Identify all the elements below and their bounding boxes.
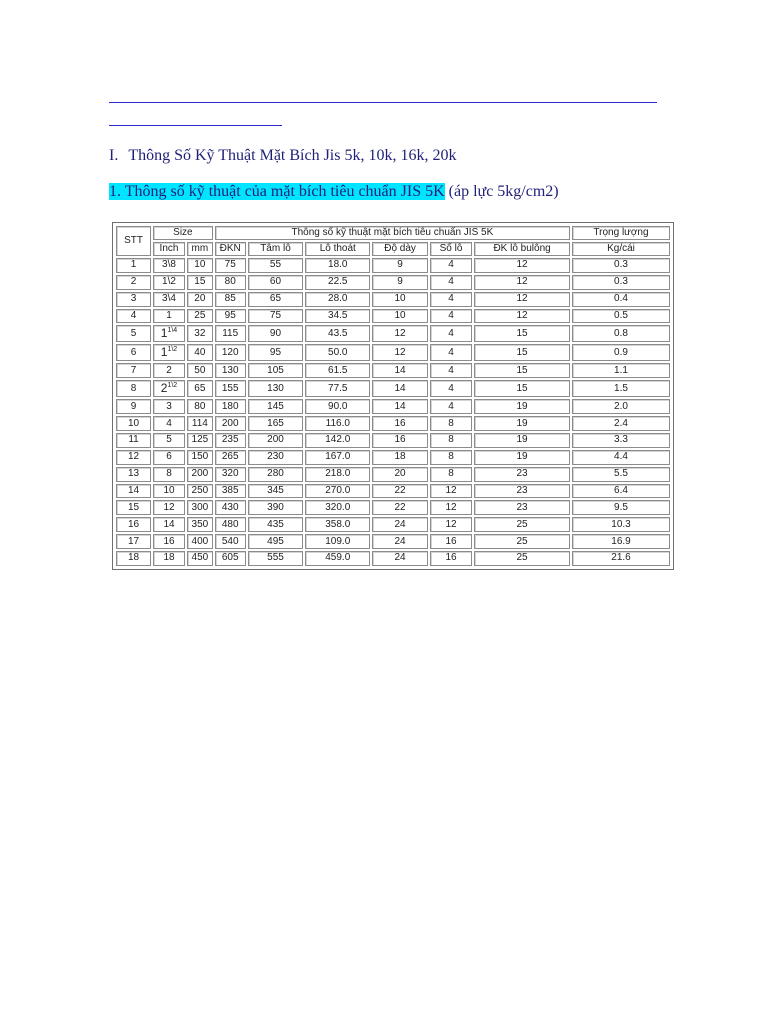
header-kg-cai: Kg/cái: [572, 242, 670, 256]
cell-so-lo: 4: [430, 325, 472, 342]
cell-kg: 10.3: [572, 517, 670, 532]
cell-stt: 10: [116, 416, 151, 431]
cell-kg: 0.5: [572, 309, 670, 324]
table-body: [116, 258, 670, 566]
cell-mm: 250: [187, 484, 213, 499]
cell-inch-fraction: 1\2: [167, 381, 178, 389]
cell-inch: [153, 325, 185, 342]
cell-so-lo: 8: [430, 467, 472, 482]
cell-inch: 10: [153, 484, 185, 499]
cell-mm: 114: [187, 416, 213, 431]
cell-mm: 20: [187, 292, 213, 307]
cell-kg: 0.9: [572, 344, 670, 361]
cell-dkn: 385: [215, 484, 246, 499]
cell-tam-lo: 130: [248, 380, 304, 397]
cell-tam-lo: 345: [248, 484, 304, 499]
cell-mm: 15: [187, 275, 213, 290]
cell-stt: 2: [116, 275, 151, 290]
cell-dk: 19: [474, 399, 570, 414]
cell-do-day: 14: [372, 380, 428, 397]
header-lo-thoat: Lỗ thoát: [305, 242, 370, 256]
cell-dk: 23: [474, 467, 570, 482]
cell-do-day: 22: [372, 484, 428, 499]
cell-dkn: 265: [215, 450, 246, 465]
cell-inch: 1: [153, 309, 185, 324]
cell-tam-lo: 105: [248, 363, 304, 378]
cell-stt: 17: [116, 534, 151, 549]
cell-inch-fraction: 1\4: [167, 326, 178, 334]
cell-so-lo: 4: [430, 258, 472, 273]
cell-inch: 3: [153, 399, 185, 414]
cell-inch-whole: 1: [160, 344, 168, 359]
cell-lo-thoat: 167.0: [305, 450, 370, 465]
cell-stt: 1: [116, 258, 151, 273]
cell-dk: 15: [474, 380, 570, 397]
cell-dk: 12: [474, 309, 570, 324]
cell-dkn: 80: [215, 275, 246, 290]
cell-tam-lo: 230: [248, 450, 304, 465]
cell-do-day: 9: [372, 258, 428, 273]
cell-mm: 150: [187, 450, 213, 465]
cell-inch: 3\4: [153, 292, 185, 307]
cell-so-lo: 12: [430, 484, 472, 499]
cell-stt: 18: [116, 551, 151, 566]
cell-dk: 15: [474, 325, 570, 342]
cell-do-day: 9: [372, 275, 428, 290]
cell-do-day: 16: [372, 416, 428, 431]
table-row: [116, 275, 670, 290]
cell-kg: 2.0: [572, 399, 670, 414]
cell-dk: 25: [474, 534, 570, 549]
table-row: [116, 433, 670, 448]
cell-do-day: 24: [372, 534, 428, 549]
cell-kg: 6.4: [572, 484, 670, 499]
cell-tam-lo: 555: [248, 551, 304, 566]
cell-dkn: 120: [215, 344, 246, 361]
cell-stt: 8: [116, 380, 151, 397]
cell-mm: 300: [187, 500, 213, 515]
cell-inch: 12: [153, 500, 185, 515]
cell-so-lo: 4: [430, 363, 472, 378]
cell-mm: 80: [187, 399, 213, 414]
table-row: [116, 344, 670, 361]
cell-stt: 9: [116, 399, 151, 414]
cell-dk: 19: [474, 433, 570, 448]
cell-so-lo: 4: [430, 344, 472, 361]
cell-kg: 2.4: [572, 416, 670, 431]
cell-so-lo: 16: [430, 551, 472, 566]
subheading-highlighted: 1. Thông số kỹ thuật của mặt bích tiêu chuẩn JIS 5K: [109, 183, 445, 200]
cell-dkn: 235: [215, 433, 246, 448]
cell-lo-thoat: 459.0: [305, 551, 370, 566]
header-tam-lo: Tâm lỗ: [248, 242, 304, 256]
cell-lo-thoat: 116.0: [305, 416, 370, 431]
header-do-day: Độ dày: [372, 242, 428, 256]
cell-do-day: 10: [372, 309, 428, 324]
cell-so-lo: 4: [430, 275, 472, 290]
cell-lo-thoat: 77.5: [305, 380, 370, 397]
cell-lo-thoat: 142.0: [305, 433, 370, 448]
cell-inch: 6: [153, 450, 185, 465]
cell-mm: 10: [187, 258, 213, 273]
table-row: [116, 450, 670, 465]
cell-inch: 1\2: [153, 275, 185, 290]
cell-kg: 1.5: [572, 380, 670, 397]
cell-dk: 23: [474, 484, 570, 499]
table-row: [116, 309, 670, 324]
cell-inch-whole: 1: [160, 325, 168, 340]
cell-inch: 18: [153, 551, 185, 566]
header-inch: Inch: [153, 242, 185, 256]
cell-so-lo: 12: [430, 500, 472, 515]
cell-inch: 14: [153, 517, 185, 532]
cell-kg: 9.5: [572, 500, 670, 515]
cell-mm: 50: [187, 363, 213, 378]
cell-mm: 400: [187, 534, 213, 549]
table-row: [116, 467, 670, 482]
cell-stt: 3: [116, 292, 151, 307]
table-row: [116, 363, 670, 378]
cell-kg: 21.6: [572, 551, 670, 566]
subheading-rest: (áp lực 5kg/cm2): [444, 183, 559, 200]
cell-do-day: 16: [372, 433, 428, 448]
cell-dk: 19: [474, 416, 570, 431]
cell-do-day: 24: [372, 517, 428, 532]
cell-tam-lo: 60: [248, 275, 304, 290]
cell-kg: 0.8: [572, 325, 670, 342]
cell-so-lo: 12: [430, 517, 472, 532]
cell-inch: 4: [153, 416, 185, 431]
cell-stt: 13: [116, 467, 151, 482]
cell-do-day: 12: [372, 344, 428, 361]
cell-dk: 12: [474, 275, 570, 290]
cell-tam-lo: 90: [248, 325, 304, 342]
header-dk-lo-bulong: ĐK lỗ bulông: [474, 242, 570, 256]
cell-lo-thoat: 61.5: [305, 363, 370, 378]
cell-do-day: 10: [372, 292, 428, 307]
cell-stt: 4: [116, 309, 151, 324]
cell-lo-thoat: 34.5: [305, 309, 370, 324]
cell-stt: 14: [116, 484, 151, 499]
cell-so-lo: 8: [430, 450, 472, 465]
cell-do-day: 18: [372, 450, 428, 465]
cell-do-day: 24: [372, 551, 428, 566]
cell-dkn: 95: [215, 309, 246, 324]
cell-inch-whole: 2: [160, 380, 168, 395]
cell-lo-thoat: 18.0: [305, 258, 370, 273]
cell-do-day: 12: [372, 325, 428, 342]
cell-tam-lo: 65: [248, 292, 304, 307]
cell-dk: 12: [474, 258, 570, 273]
section-title: Thông Số Kỹ Thuật Mặt Bích Jis 5k, 10k, 16k, 20k: [128, 147, 457, 164]
cell-stt: 7: [116, 363, 151, 378]
cell-lo-thoat: 218.0: [305, 467, 370, 482]
cell-stt: 11: [116, 433, 151, 448]
cell-lo-thoat: 22.5: [305, 275, 370, 290]
cell-lo-thoat: 90.0: [305, 399, 370, 414]
cell-tam-lo: 200: [248, 433, 304, 448]
cell-dkn: 85: [215, 292, 246, 307]
cell-stt: 16: [116, 517, 151, 532]
header-spec-group: Thông số kỹ thuật mặt bích tiêu chuẩn JIS 5K: [215, 226, 570, 240]
table-row: [116, 484, 670, 499]
cell-so-lo: 4: [430, 309, 472, 324]
table-row: [116, 551, 670, 566]
cell-kg: 5.5: [572, 467, 670, 482]
cell-dk: 12: [474, 292, 570, 307]
header-stt: STT: [116, 226, 151, 256]
cell-tam-lo: 95: [248, 344, 304, 361]
cell-dkn: 155: [215, 380, 246, 397]
cell-stt: 6: [116, 344, 151, 361]
cell-dkn: 115: [215, 325, 246, 342]
cell-tam-lo: 165: [248, 416, 304, 431]
cell-lo-thoat: 358.0: [305, 517, 370, 532]
table-subheader-row: [116, 242, 670, 256]
cell-stt: 5: [116, 325, 151, 342]
header-so-lo: Số lỗ: [430, 242, 472, 256]
cell-dkn: 540: [215, 534, 246, 549]
cell-dk: 15: [474, 344, 570, 361]
cell-lo-thoat: 109.0: [305, 534, 370, 549]
section-number: I.: [109, 147, 119, 164]
cell-so-lo: 8: [430, 416, 472, 431]
cell-so-lo: 4: [430, 399, 472, 414]
cell-dkn: 130: [215, 363, 246, 378]
cell-kg: 0.3: [572, 258, 670, 273]
cell-mm: 200: [187, 467, 213, 482]
table-row: [116, 416, 670, 431]
header-size: Size: [153, 226, 213, 240]
cell-tam-lo: 390: [248, 500, 304, 515]
cell-tam-lo: 145: [248, 399, 304, 414]
table-row: [116, 500, 670, 515]
cell-mm: 350: [187, 517, 213, 532]
cell-tam-lo: 280: [248, 467, 304, 482]
table-row: [116, 399, 670, 414]
cell-tam-lo: 55: [248, 258, 304, 273]
spec-table: [114, 224, 672, 568]
header-dkn: ĐKN: [215, 242, 246, 256]
cell-kg: 3.3: [572, 433, 670, 448]
header-mm: mm: [187, 242, 213, 256]
cell-stt: 12: [116, 450, 151, 465]
cell-inch: [153, 380, 185, 397]
cell-dk: 23: [474, 500, 570, 515]
cell-dkn: 320: [215, 467, 246, 482]
cell-do-day: 22: [372, 500, 428, 515]
cell-dkn: 180: [215, 399, 246, 414]
cell-mm: 25: [187, 309, 213, 324]
cell-tam-lo: 75: [248, 309, 304, 324]
cell-so-lo: 16: [430, 534, 472, 549]
cell-do-day: 14: [372, 363, 428, 378]
cell-inch: 3\8: [153, 258, 185, 273]
subheading: [109, 183, 559, 201]
table-row: [116, 534, 670, 549]
cell-mm: 32: [187, 325, 213, 342]
cell-kg: 1.1: [572, 363, 670, 378]
cell-inch: 5: [153, 433, 185, 448]
cell-dkn: 200: [215, 416, 246, 431]
table-header-row: [116, 226, 670, 240]
cell-lo-thoat: 28.0: [305, 292, 370, 307]
table-row: [116, 258, 670, 273]
spec-table-container: [112, 222, 674, 570]
cell-kg: 0.3: [572, 275, 670, 290]
cell-inch: 16: [153, 534, 185, 549]
link-underline-long[interactable]: [109, 102, 657, 103]
cell-lo-thoat: 270.0: [305, 484, 370, 499]
cell-dkn: 605: [215, 551, 246, 566]
cell-lo-thoat: 50.0: [305, 344, 370, 361]
cell-so-lo: 8: [430, 433, 472, 448]
cell-inch: 2: [153, 363, 185, 378]
cell-inch: 8: [153, 467, 185, 482]
cell-dk: 19: [474, 450, 570, 465]
table-row: [116, 325, 670, 342]
cell-mm: 450: [187, 551, 213, 566]
cell-stt: 15: [116, 500, 151, 515]
cell-mm: 40: [187, 344, 213, 361]
header-weight: Trọng lượng: [572, 226, 670, 240]
cell-kg: 4.4: [572, 450, 670, 465]
cell-do-day: 14: [372, 399, 428, 414]
cell-tam-lo: 495: [248, 534, 304, 549]
cell-so-lo: 4: [430, 292, 472, 307]
cell-dkn: 75: [215, 258, 246, 273]
cell-dkn: 430: [215, 500, 246, 515]
cell-lo-thoat: 43.5: [305, 325, 370, 342]
cell-mm: 65: [187, 380, 213, 397]
link-underline-short[interactable]: [109, 125, 282, 126]
cell-inch-fraction: 1\2: [167, 345, 178, 353]
cell-dkn: 480: [215, 517, 246, 532]
cell-do-day: 20: [372, 467, 428, 482]
cell-dk: 25: [474, 517, 570, 532]
cell-dk: 15: [474, 363, 570, 378]
cell-dk: 25: [474, 551, 570, 566]
cell-kg: 0.4: [572, 292, 670, 307]
table-row: [116, 380, 670, 397]
cell-lo-thoat: 320.0: [305, 500, 370, 515]
cell-mm: 125: [187, 433, 213, 448]
cell-tam-lo: 435: [248, 517, 304, 532]
cell-inch: [153, 344, 185, 361]
table-row: [116, 517, 670, 532]
table-row: [116, 292, 670, 307]
section-heading: [109, 147, 456, 165]
cell-kg: 16.9: [572, 534, 670, 549]
cell-so-lo: 4: [430, 380, 472, 397]
